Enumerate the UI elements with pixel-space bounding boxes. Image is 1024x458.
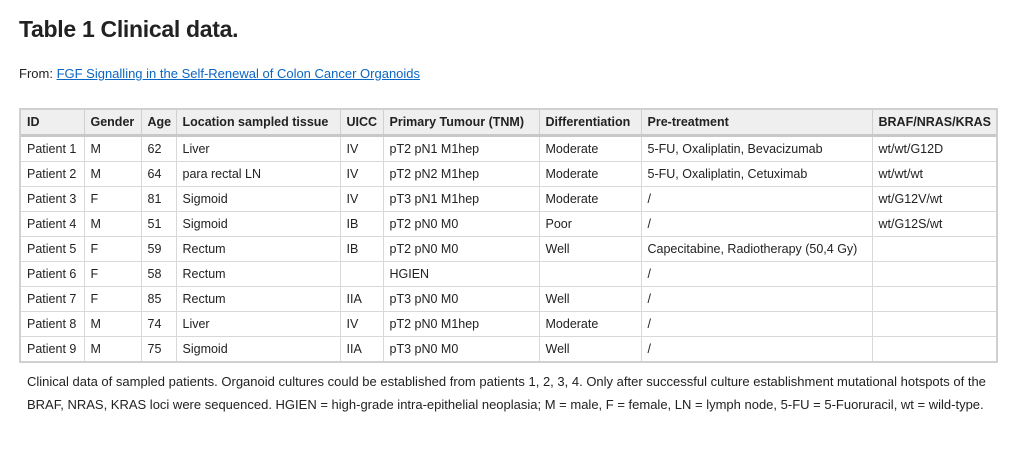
- table-cell: M: [84, 212, 141, 237]
- column-header: Pre-treatment: [641, 110, 872, 136]
- table-row: [21, 237, 996, 262]
- clinical-data-table-container: [19, 108, 998, 363]
- source-line: [19, 66, 420, 81]
- table-cell: Patient 4: [21, 212, 84, 237]
- table-cell: M: [84, 162, 141, 187]
- table-cell: Patient 2: [21, 162, 84, 187]
- table-row: [21, 187, 996, 212]
- table-cell: F: [84, 187, 141, 212]
- table-cell: [872, 237, 996, 262]
- table-cell: IV: [340, 312, 383, 337]
- table-cell: M: [84, 312, 141, 337]
- table-body: [21, 136, 996, 362]
- column-header: UICC: [340, 110, 383, 136]
- table-cell: IV: [340, 136, 383, 162]
- table-cell: Sigmoid: [176, 187, 340, 212]
- table-cell: Rectum: [176, 262, 340, 287]
- table-cell: IV: [340, 187, 383, 212]
- table-cell: 85: [141, 287, 176, 312]
- table-cell: HGIEN: [383, 262, 539, 287]
- column-header: Location sampled tissue: [176, 110, 340, 136]
- page-title: Table 1 Clinical data.: [19, 16, 239, 42]
- table-cell: wt/wt/wt: [872, 162, 996, 187]
- table-cell: /: [641, 262, 872, 287]
- table-cell: 5-FU, Oxaliplatin, Bevacizumab: [641, 136, 872, 162]
- table-cell: Patient 7: [21, 287, 84, 312]
- table-cell: 59: [141, 237, 176, 262]
- clinical-data-table: [21, 110, 996, 361]
- table-cell: [539, 262, 641, 287]
- table-cell: Rectum: [176, 237, 340, 262]
- table-cell: Moderate: [539, 312, 641, 337]
- table-cell: IV: [340, 162, 383, 187]
- table-cell: M: [84, 337, 141, 362]
- column-header: Primary Tumour (TNM): [383, 110, 539, 136]
- table-cell: pT2 pN0 M0: [383, 237, 539, 262]
- table-cell: [872, 337, 996, 362]
- table-cell: Patient 9: [21, 337, 84, 362]
- source-prefix: From:: [19, 66, 57, 81]
- column-header: Age: [141, 110, 176, 136]
- table-cell: pT2 pN2 M1hep: [383, 162, 539, 187]
- table-cell: 62: [141, 136, 176, 162]
- table-cell: pT2 pN1 M1hep: [383, 136, 539, 162]
- table-cell: Patient 5: [21, 237, 84, 262]
- table-row: [21, 262, 996, 287]
- table-cell: Patient 1: [21, 136, 84, 162]
- table-cell: Patient 6: [21, 262, 84, 287]
- table-cell: Patient 3: [21, 187, 84, 212]
- table-cell: pT3 pN0 M0: [383, 337, 539, 362]
- table-cell: F: [84, 262, 141, 287]
- table-cell: [340, 262, 383, 287]
- table-cell: IIA: [340, 337, 383, 362]
- table-cell: 64: [141, 162, 176, 187]
- table-row: [21, 312, 996, 337]
- table-cell: Moderate: [539, 162, 641, 187]
- table-cell: pT2 pN0 M0: [383, 212, 539, 237]
- table-cell: [872, 312, 996, 337]
- table-cell: Patient 8: [21, 312, 84, 337]
- table-cell: 58: [141, 262, 176, 287]
- table-cell: /: [641, 212, 872, 237]
- column-header: Differentiation: [539, 110, 641, 136]
- source-article-link[interactable]: FGF Signalling in the Self-Renewal of Colon Cancer Organoids: [56, 66, 421, 81]
- table-row: [21, 136, 996, 162]
- table-cell: pT2 pN0 M1hep: [383, 312, 539, 337]
- table-cell: Capecitabine, Radiotherapy (50,4 Gy): [641, 237, 872, 262]
- table-row: [21, 212, 996, 237]
- table-row: [21, 337, 996, 362]
- table-cell: F: [84, 237, 141, 262]
- table-cell: Well: [539, 287, 641, 312]
- table-cell: Well: [539, 237, 641, 262]
- table-cell: /: [641, 312, 872, 337]
- table-cell: Moderate: [539, 136, 641, 162]
- table-cell: wt/G12S/wt: [872, 212, 996, 237]
- table-cell: Poor: [539, 212, 641, 237]
- table-cell: pT3 pN1 M1hep: [383, 187, 539, 212]
- table-cell: Liver: [176, 312, 340, 337]
- table-cell: Rectum: [176, 287, 340, 312]
- table-cell: F: [84, 287, 141, 312]
- table-cell: wt/G12V/wt: [872, 187, 996, 212]
- table-cell: M: [84, 136, 141, 162]
- table-row: [21, 162, 996, 187]
- table-cell: [872, 287, 996, 312]
- table-row: [21, 287, 996, 312]
- column-header: BRAF/NRAS/KRAS: [872, 110, 996, 136]
- table-cell: Well: [539, 337, 641, 362]
- table-cell: IB: [340, 212, 383, 237]
- table-cell: Sigmoid: [176, 337, 340, 362]
- table-header-row: [21, 110, 996, 136]
- table-cell: /: [641, 187, 872, 212]
- table-cell: para rectal LN: [176, 162, 340, 187]
- table-cell: 5-FU, Oxaliplatin, Cetuximab: [641, 162, 872, 187]
- column-header: ID: [21, 110, 84, 136]
- table-cell: pT3 pN0 M0: [383, 287, 539, 312]
- table-caption: Clinical data of sampled patients. Organoid cultures could be established from patients 1, 2, 3, 4. Only after successful culture establishment mutational hotspots of the BRAF, NRAS, KRAS loci were sequenced. HGIEN = high-grade intra-epithelial neoplasia; M = male, F = female, LN = lymph node, 5-FU = 5-Fuoruracil, wt = wild-type.: [27, 374, 986, 412]
- table-cell: /: [641, 287, 872, 312]
- table-cell: 51: [141, 212, 176, 237]
- table-cell: /: [641, 337, 872, 362]
- table-cell: wt/wt/G12D: [872, 136, 996, 162]
- table-cell: 75: [141, 337, 176, 362]
- table-cell: 81: [141, 187, 176, 212]
- table-cell: IIA: [340, 287, 383, 312]
- table-cell: [872, 262, 996, 287]
- table-cell: Sigmoid: [176, 212, 340, 237]
- table-cell: Moderate: [539, 187, 641, 212]
- column-header: Gender: [84, 110, 141, 136]
- table-cell: 74: [141, 312, 176, 337]
- table-cell: IB: [340, 237, 383, 262]
- table-cell: Liver: [176, 136, 340, 162]
